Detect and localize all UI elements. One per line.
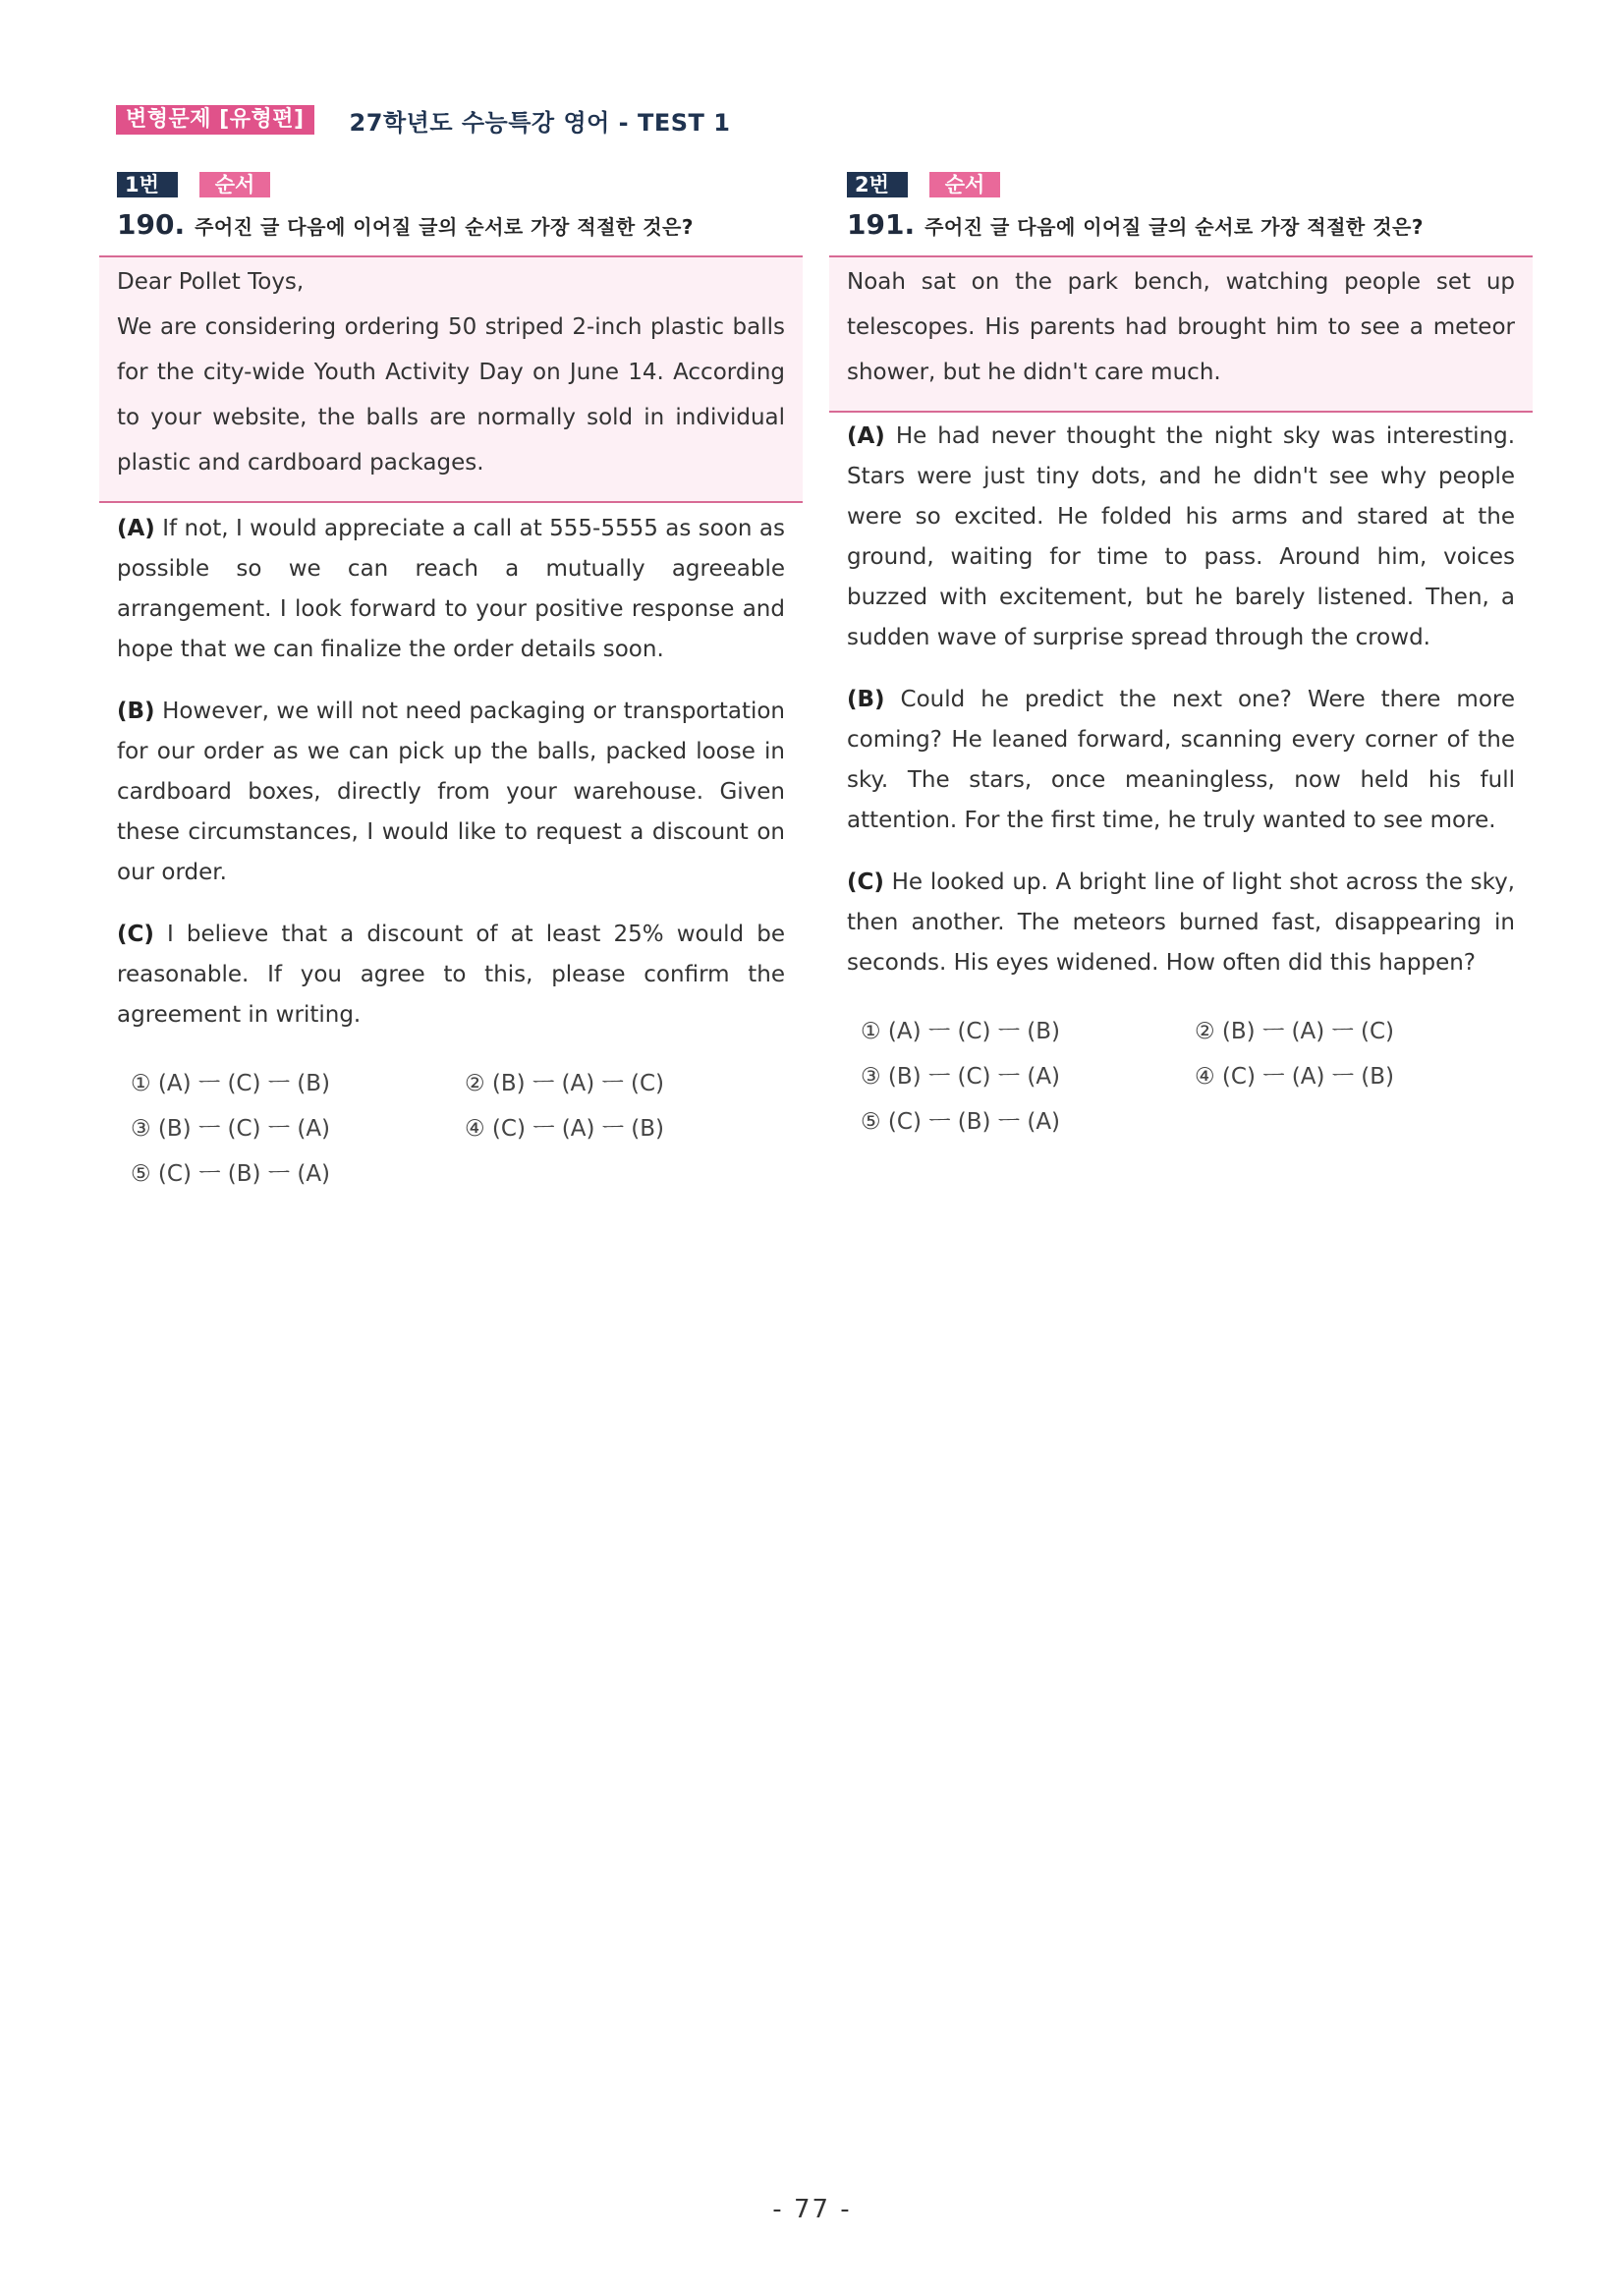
paragraph-label: (C): [117, 922, 154, 947]
question-prompt: 주어진 글 다음에 이어질 글의 순서로 가장 적절한 것은?: [195, 215, 694, 239]
given-text-body: Noah sat on the park bench, watching people set up telescopes. His parents had brought him to see a meteor shower, but he didn't care much.: [847, 269, 1515, 385]
option-2[interactable]: ② (B) ㅡ (A) ㅡ (C): [465, 1071, 665, 1096]
question-190: [99, 171, 803, 1197]
option-3[interactable]: ③ (B) ㅡ (C) ㅡ (A): [861, 1064, 1061, 1090]
question-type-badge: 순서: [929, 172, 1000, 197]
paragraph-label: (B): [847, 687, 885, 712]
option-1[interactable]: ① (A) ㅡ (C) ㅡ (B): [131, 1071, 331, 1096]
paragraph-text: I believe that a discount of at least 25% would be reasonable. If you agree to this, please confirm the agreement in writing.: [117, 922, 785, 1028]
paragraph-c: [117, 915, 785, 1036]
paragraph-text: If not, I would appreciate a call at 555-5555 as soon as possible so we can reach a mutually agreeable arrangement. I look forward to your positive response and hope that we can finalize the order details soon.: [117, 516, 785, 662]
question-number: 190.: [117, 208, 186, 241]
question-number: 191.: [847, 208, 916, 241]
paragraph-label: (A): [847, 423, 885, 449]
question-labels: [847, 171, 1533, 198]
question-number-badge: 2번: [847, 172, 908, 197]
question-type-badge: 순서: [199, 172, 270, 197]
given-passage: [99, 255, 803, 503]
given-text-line: Dear Pollet Toys,: [117, 269, 305, 295]
option-4[interactable]: ④ (C) ㅡ (A) ㅡ (B): [1195, 1064, 1395, 1090]
paragraph-label: (A): [117, 516, 155, 541]
question-prompt: 주어진 글 다음에 이어질 글의 순서로 가장 적절한 것은?: [924, 215, 1424, 239]
paragraph-label: (C): [847, 869, 884, 895]
paragraph-label: (B): [117, 699, 155, 724]
paragraph-b: [847, 680, 1515, 841]
option-5[interactable]: ⑤ (C) ㅡ (B) ㅡ (A): [861, 1109, 1061, 1135]
option-4[interactable]: ④ (C) ㅡ (A) ㅡ (B): [465, 1116, 665, 1142]
option-5[interactable]: ⑤ (C) ㅡ (B) ㅡ (A): [131, 1161, 331, 1187]
answer-options: [829, 1009, 1533, 1145]
paragraph-a: [847, 417, 1515, 658]
question-number-badge: 1번: [117, 172, 178, 197]
question-labels: [117, 171, 803, 198]
option-3[interactable]: ③ (B) ㅡ (C) ㅡ (A): [131, 1116, 331, 1142]
variant-tag: 변형문제 [유형편]: [116, 105, 314, 135]
paragraph-a: [117, 509, 785, 670]
option-1[interactable]: ① (A) ㅡ (C) ㅡ (B): [861, 1019, 1061, 1044]
paragraph-text: He looked up. A bright line of light shot across the sky, then another. The meteors burned fast, disappearing in seconds. His eyes widened. How often did this happen?: [847, 869, 1515, 976]
question-title: [847, 208, 1533, 242]
question-title: [117, 208, 803, 242]
paragraph-text: He had never thought the night sky was interesting. Stars were just tiny dots, and he didn't see why people were so excited. He folded his arms and stared at the ground, waiting for time to pass. Around him, voices buzzed with excitement, but he barely listened. Then, a sudden wave of surprise spread through the crowd.: [847, 423, 1515, 650]
answer-options: [99, 1061, 803, 1197]
page-number: - 77 -: [772, 2195, 852, 2224]
paragraph-text: However, we will not need packaging or transportation for our order as we can pick up the balls, packed loose in cardboard boxes, directly from your warehouse. Given these circumstances, I would like to request a discount on our order.: [117, 699, 785, 885]
page-header: [116, 104, 730, 136]
header-title: 27학년도 수능특강 영어 - TEST 1: [349, 108, 731, 137]
given-passage: [829, 255, 1533, 413]
option-2[interactable]: ② (B) ㅡ (A) ㅡ (C): [1195, 1019, 1395, 1044]
question-191: [829, 171, 1533, 1145]
paragraph-text: Could he predict the next one? Were there more coming? He leaned forward, scanning every corner of the sky. The stars, once meaningless, now held his full attention. For the first time, he truly wanted to see more.: [847, 687, 1515, 833]
paragraph-c: [847, 863, 1515, 983]
given-text-body: We are considering ordering 50 striped 2-inch plastic balls for the city-wide Youth Activity Day on June 14. According to your website, the balls are normally sold in individual plastic and cardboard packages.: [117, 314, 785, 476]
paragraph-b: [117, 692, 785, 893]
